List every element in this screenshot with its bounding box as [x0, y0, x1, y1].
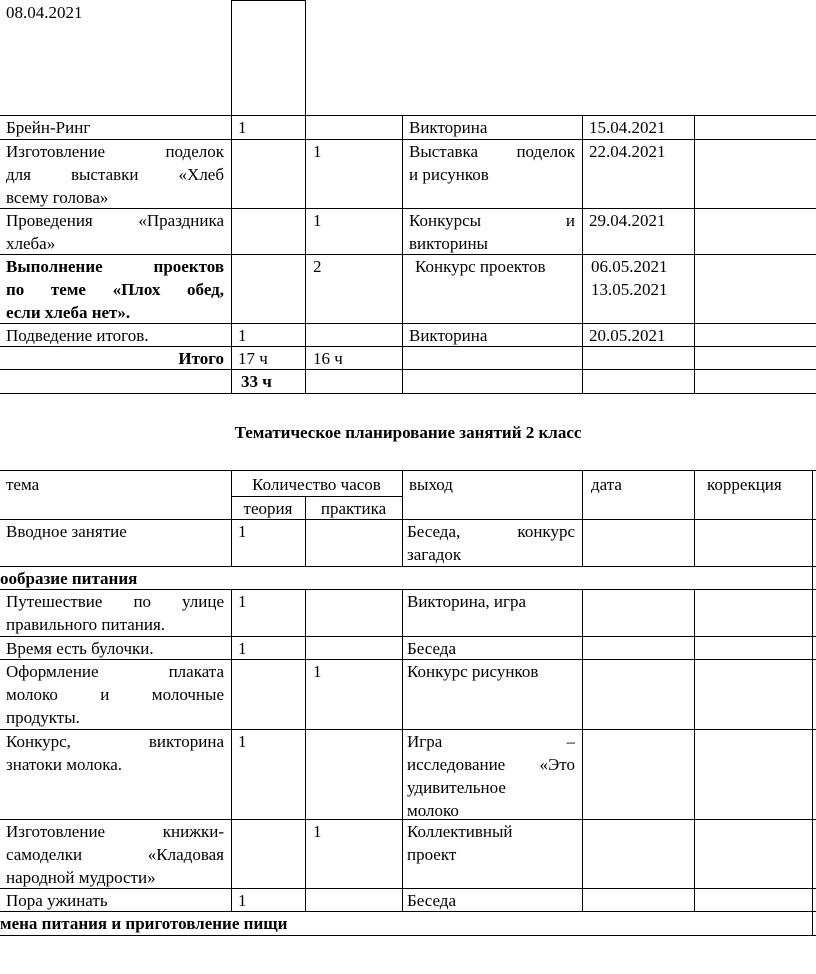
header-topic: тема [6, 475, 40, 494]
table-cell: Вводное занятие [6, 522, 127, 541]
grid-line [305, 0, 306, 394]
table-cell: Выставка поделок и рисунков [409, 142, 575, 184]
table-cell: 06.05.2021 13.05.2021 [591, 257, 668, 299]
grid-line [402, 115, 403, 394]
table-cell: Беседа, конкурс загадок [407, 522, 575, 564]
grid-line [231, 0, 306, 1]
table-cell: 1 [238, 118, 247, 137]
section-title: Тематическое планирование занятий 2 класс [234, 423, 582, 442]
table-cell: 15.04.2021 [589, 118, 666, 137]
table-cell: 20.05.2021 [589, 326, 666, 345]
table-cell: Беседа [407, 639, 456, 658]
grid-line [582, 115, 583, 394]
grid-line [694, 589, 695, 912]
table-cell: 1 [238, 592, 247, 611]
table-cell: 1 [238, 891, 247, 910]
table-cell: 1 [313, 662, 322, 681]
header-date: дата [591, 475, 622, 494]
top-date: 08.04.2021 [6, 3, 83, 22]
table-cell: Игра – исследование «Это удивительное молоко [407, 732, 575, 820]
table-cell: Оформление плаката молоко и молочные продукты. [6, 662, 224, 727]
header-hours: Количество часов [252, 475, 381, 494]
table-cell: 1 [313, 142, 322, 161]
table-cell: Конкурс рисунков [407, 662, 539, 681]
table-cell: Конкурс проектов [415, 257, 546, 276]
table-cell: Проведения «Праздника хлеба» [6, 211, 224, 253]
table-cell: Изготовление книжки- самоделки «Кладовая народной мудрости» [6, 822, 224, 887]
table-cell: Время есть булочки. [6, 639, 154, 658]
header-output: выход [409, 475, 453, 494]
grid-line [402, 470, 403, 567]
header-correction: коррекция [707, 475, 782, 494]
table-cell: Выполнение проектов по теме «Плох обед, если хлеба нет». [6, 257, 224, 322]
table-cell: Брейн-Ринг [6, 118, 91, 137]
table-cell: Викторина [409, 118, 488, 137]
header-theory: теория [243, 499, 293, 518]
table-cell: Беседа [407, 891, 456, 910]
table-cell: Путешествие по улице правильного питания. [6, 592, 224, 634]
table-cell: 2 [313, 257, 322, 276]
table-cell: Викторина [409, 326, 488, 345]
grid-line [305, 589, 306, 912]
table-cell: Конкурсы и викторины [409, 211, 575, 253]
table-cell: Коллективный проект [407, 822, 513, 864]
grid-line [812, 470, 813, 936]
table-cell: 1 [238, 732, 247, 751]
grid-line [402, 589, 403, 912]
total-practice: 16 ч [313, 349, 343, 368]
grid-line [0, 935, 816, 936]
total-theory: 17 ч [238, 349, 268, 368]
table-cell: Пора ужинать [6, 891, 108, 910]
table-cell: 1 [238, 522, 247, 541]
table-cell: Изготовление поделок для выставки «Хлеб всему голова» [6, 142, 224, 207]
table-cell: Конкурс, викторина знатоки молока. [6, 732, 224, 774]
grid-line [694, 470, 695, 567]
section-row: ообразие питания [0, 569, 138, 588]
table-cell: 1 [238, 326, 247, 345]
grid-line [231, 589, 232, 912]
table-cell: 29.04.2021 [589, 211, 666, 230]
table-cell: 1 [238, 639, 247, 658]
table-cell: 22.04.2021 [589, 142, 666, 161]
table-cell: 1 [313, 822, 322, 841]
header-practice: практика [320, 499, 387, 518]
grand-total: 33 ч [241, 372, 272, 391]
grid-line [582, 470, 583, 567]
table-cell: 1 [313, 211, 322, 230]
table-cell: Подведение итогов. [6, 326, 149, 345]
grid-line [231, 0, 232, 394]
grid-line [694, 115, 695, 394]
grid-line [582, 589, 583, 912]
table-cell: Викторина, игра [407, 592, 527, 611]
section-row: мена питания и приготовление пищи [0, 914, 288, 933]
total-label: Итого [178, 349, 224, 368]
